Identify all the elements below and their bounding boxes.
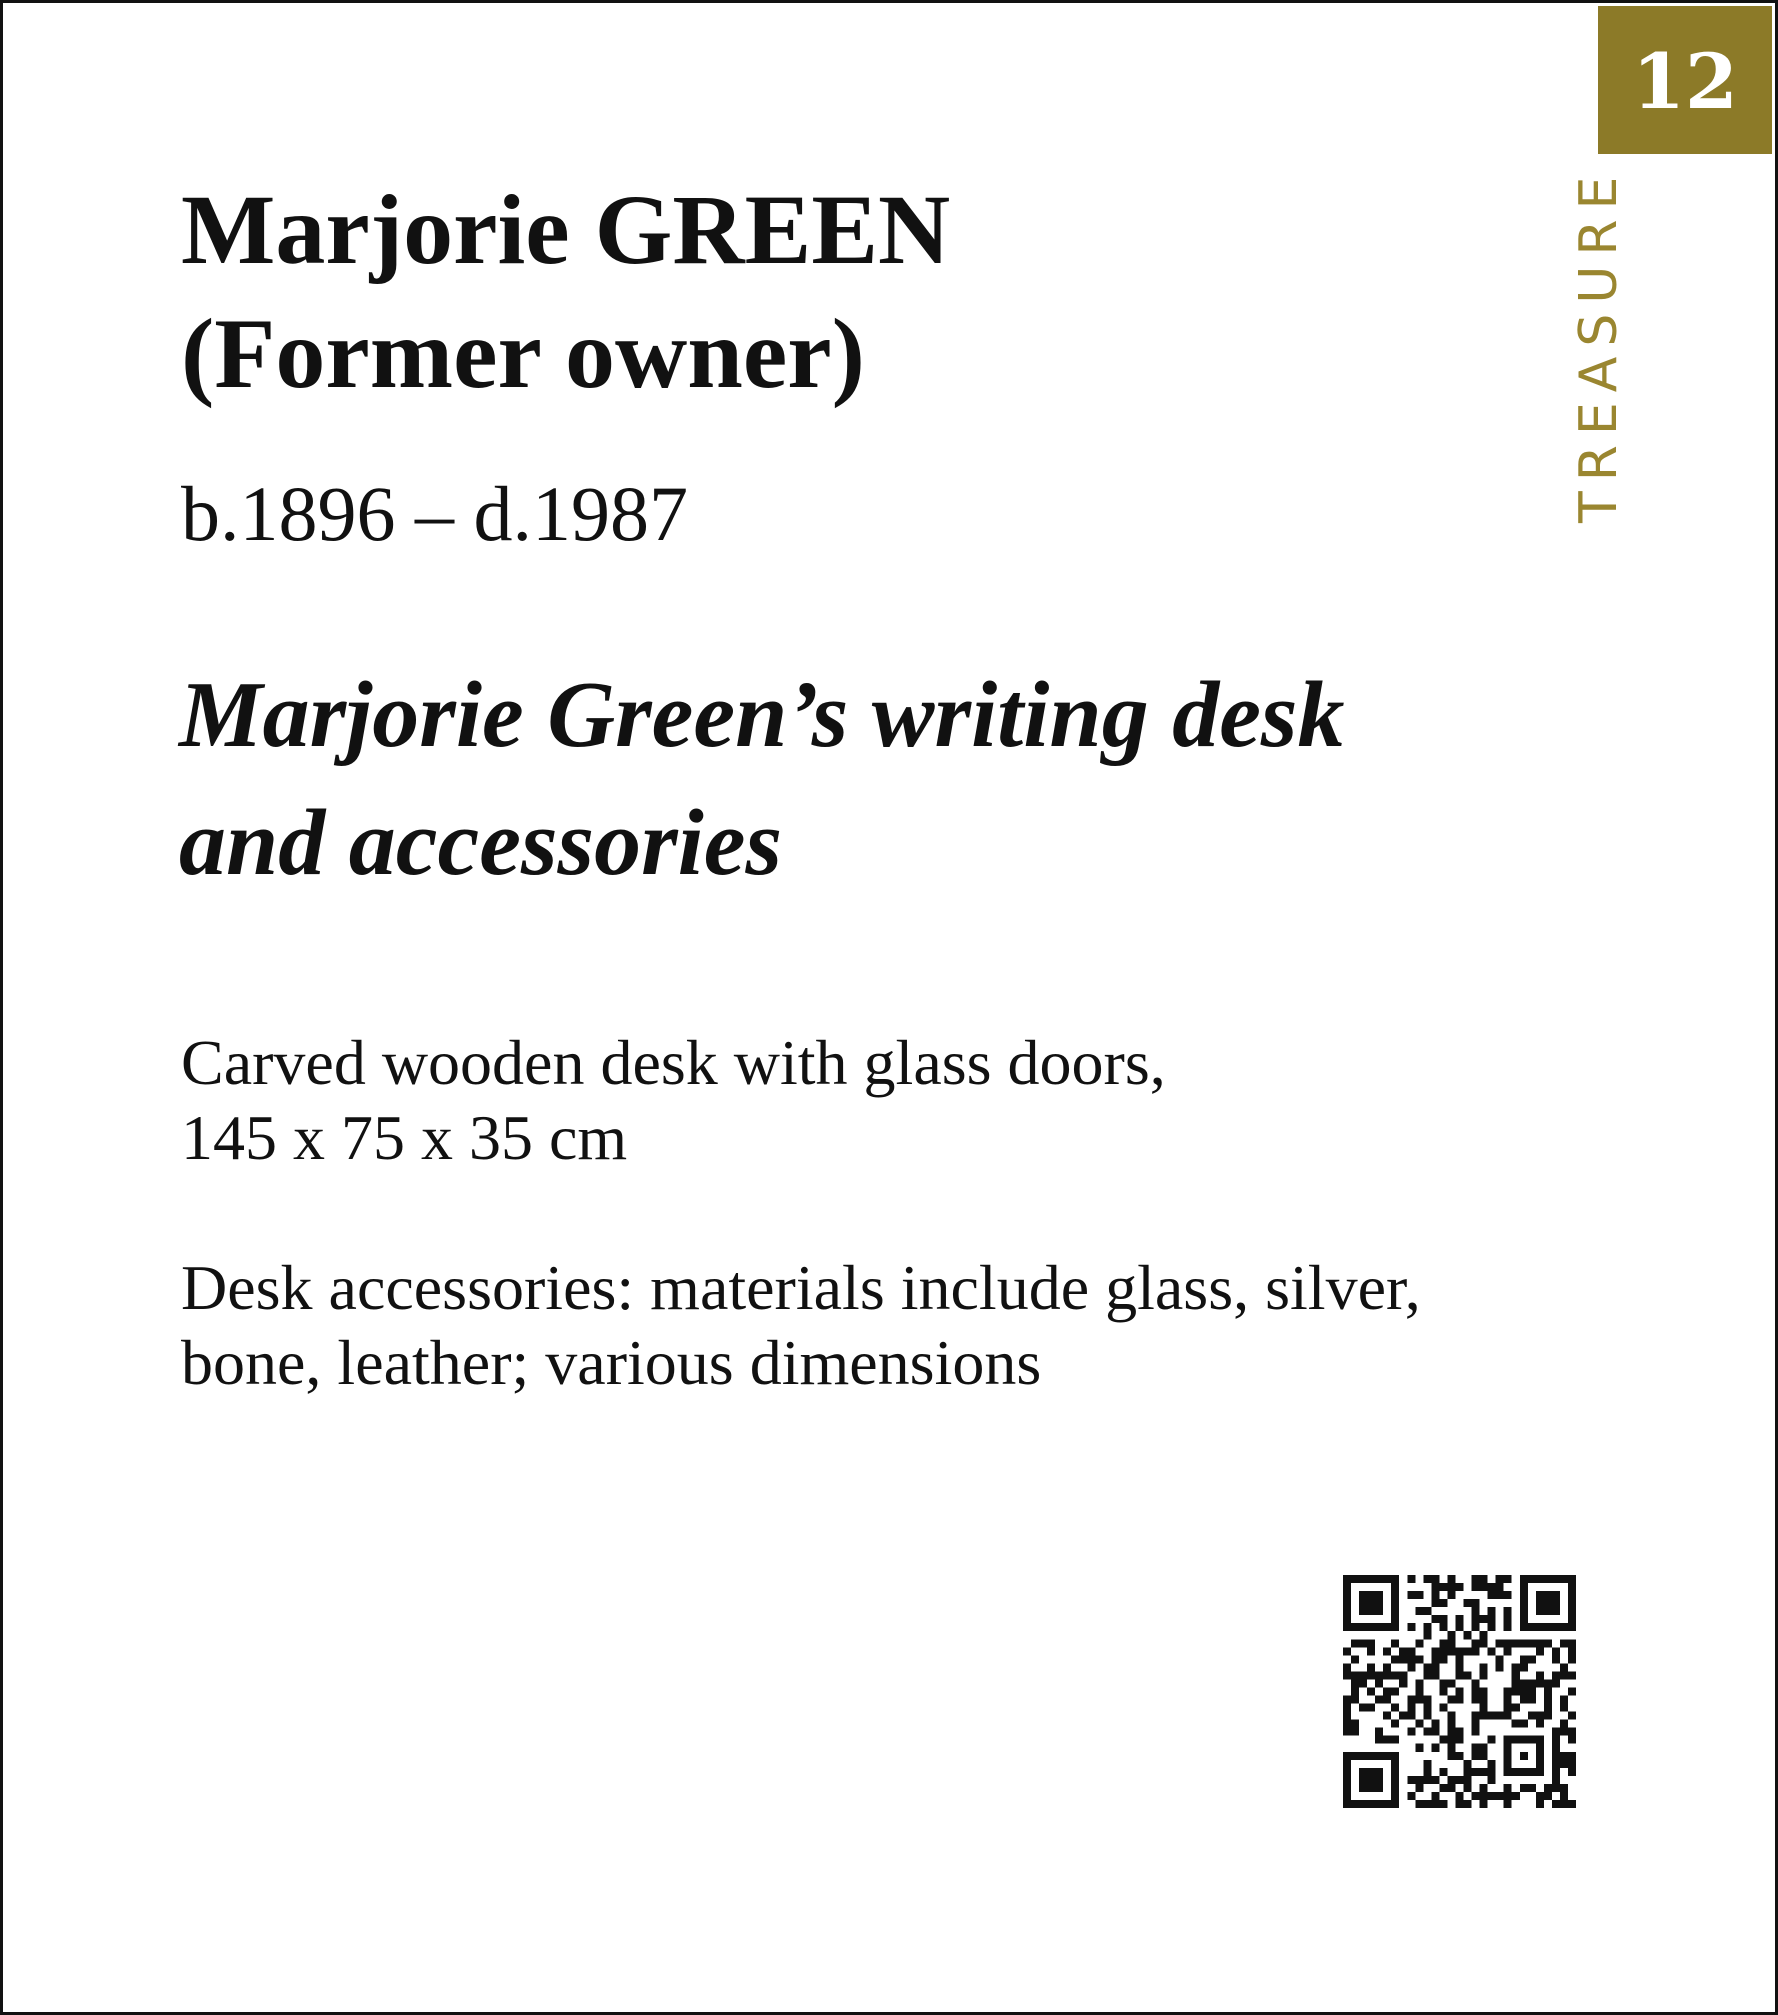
category-label: TREASURE [1569,166,1629,523]
owner-role-line: (Former owner) [181,298,865,409]
owner-name [181,168,1481,416]
object-title-line: Marjorie Green’s writing desk [179,663,1345,767]
accessories-description [181,1250,1621,1400]
description-line: bone, leather; various dimensions [181,1327,1042,1398]
owner-life-dates: b.1896 – d.1987 [181,470,688,557]
desk-description [181,1025,1621,1175]
exhibit-number: 12 [1632,37,1738,126]
exhibit-number-badge [1598,6,1772,154]
description-line: Desk accessories: materials include glass, silver, [181,1252,1421,1323]
description-line: Carved wooden desk with glass doors, [181,1027,1166,1098]
object-title-line: and accessories [179,791,783,895]
description-line: 145 x 75 x 35 cm [181,1102,628,1173]
owner-name-line: Marjorie GREEN [181,174,951,285]
object-title [179,651,1599,907]
qr-code-icon[interactable] [1343,1575,1576,1808]
